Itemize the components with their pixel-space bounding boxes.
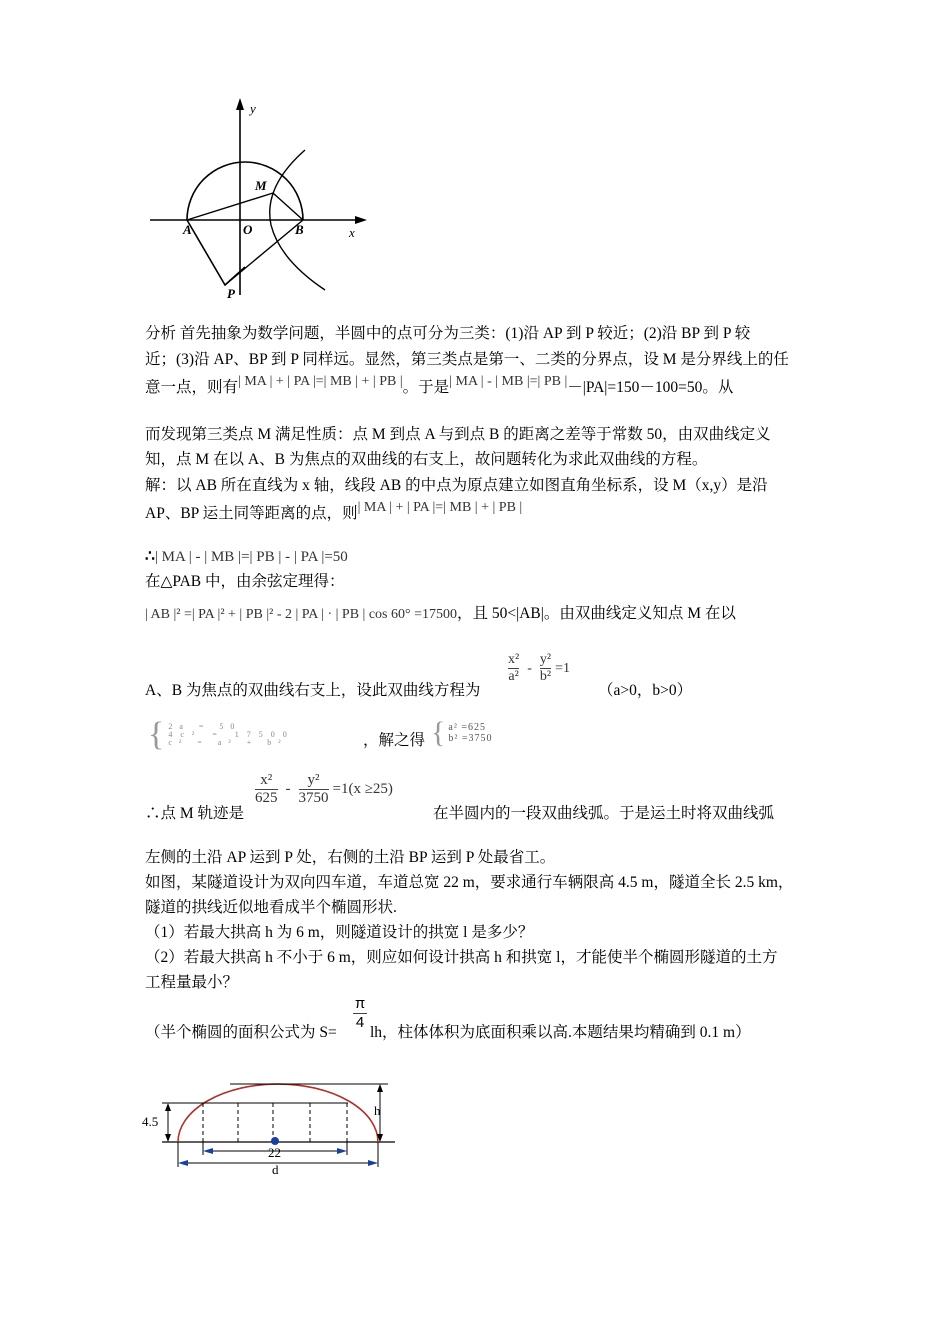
hyperbola-def-text: A、B 为焦点的双曲线右支上，设此双曲线方程为: [145, 682, 481, 699]
analysis-line-3c: －|PA|=150－100=50。从: [567, 379, 734, 396]
therefore-symbol: ∴: [145, 548, 155, 565]
tr-den-3750: 3750: [298, 790, 329, 806]
equation-diff-distances: | MA | - | MB |=| PB |: [449, 374, 568, 389]
analysis-line-3b: 。于是: [402, 379, 450, 396]
fig1-label-p: P: [227, 286, 235, 300]
equation-diff-50: | MA | - | MB |=| PB | - | PA |=50: [154, 549, 348, 565]
area-formula-b: lh，柱体体积为底面积乘以高.本题结果均精确到 0.1 m）: [370, 1024, 751, 1041]
analysis-line-3: [145, 374, 734, 400]
tunnel-question-2: （2）若最大拱高 h 不小于 6 m，则应如何设计拱高 h 和拱宽 l，才能使半个椭圆形隧道的土方: [145, 949, 778, 966]
analysis-line-5: 知，点 M 在以 A、B 为焦点的双曲线的右支上，故问题转化为求此双曲线的方程。: [145, 451, 708, 468]
solution-line-2a: AP、BP 运土同等距离的点，则: [145, 505, 358, 522]
width-d-label: d: [272, 1162, 279, 1175]
hyp-den-b: b²: [539, 669, 552, 684]
area-formula-a: （半个椭圆的面积公式为 S=: [145, 1024, 337, 1041]
tunnel-question-2-cont: 工程量最小？: [145, 974, 239, 991]
tr-num-y: y²: [307, 772, 320, 788]
solution-a-squared: a² =625: [448, 722, 486, 733]
cosine-law-line: [145, 603, 736, 626]
tr-den-625: 625: [255, 790, 278, 806]
hyp-rhs: =1: [555, 660, 570, 676]
solution-brace: {: [431, 716, 446, 749]
pi-denominator: 4: [355, 1014, 365, 1031]
trajectory-tail: 在半圆内的一段双曲线弧。于是运土时将双曲线弧: [433, 805, 775, 822]
tunnel-line-2: 隧道的拱线近似地看成半个椭圆形状.: [145, 899, 397, 916]
equation-equal-distance: | MA | + | PA |=| MB | + | PB |: [357, 500, 523, 515]
analysis-line-1: 分析 首先抽象为数学问题，半圆中的点可分为三类：(1)沿 AP 到 P 较近；(2)沿 BP 到 P 较: [145, 325, 751, 342]
fig1-label-x: x: [349, 225, 355, 240]
analysis-line-4: 而发现第三类点 M 满足性质：点 M 到点 A 与到点 B 的距离之差等于常数 50，由双曲线定义: [145, 426, 771, 443]
height-4-5-label: 4.5: [142, 1114, 159, 1129]
hyp-num-y: y²: [539, 652, 552, 667]
therefore-equation-line: [145, 546, 348, 568]
solution-line-1: 解：以 AB 所在直线为 x 轴，线段 AB 的中点为原点建立如图直角坐标系，设 M（x,y）是沿: [145, 477, 768, 494]
solution-system: [431, 718, 493, 748]
equation-system: [148, 718, 358, 752]
trajectory-equation: [255, 772, 393, 807]
tunnel-figure: [140, 1075, 400, 1175]
system-line-3: c² = a² + b²: [168, 738, 288, 747]
hyperbola-condition: （a>0，b>0）: [598, 682, 693, 699]
trajectory-text: ∴点 M 轨迹是: [145, 805, 245, 822]
system-line-1: 2a = 50: [168, 722, 242, 731]
conclusion-line: 左侧的土沿 AP 运到 P 处，右侧的土沿 BP 运到 P 处最省工。: [145, 849, 556, 866]
fig1-label-o: O: [243, 222, 253, 237]
height-h-label: h: [374, 1103, 381, 1118]
fig1-label-b: B: [295, 222, 304, 237]
pi-symbol: π: [354, 995, 366, 1012]
pi-over-4: [353, 995, 367, 1032]
system-line-2: 4c² = 17500: [168, 730, 295, 739]
solve-text: ，解之得: [363, 732, 426, 749]
hyp-minus: -: [527, 660, 532, 676]
tunnel-line-1: 如图，某隧道设计为双向四车道，车道总宽 22 m，要求通行车辆限高 4.5 m，隧道全长 2.5 km，: [145, 874, 794, 891]
cosine-law-tail: ，且 50<|AB|。由双曲线定义知点 M 在以: [457, 605, 736, 622]
tr-num-x: x²: [260, 772, 273, 788]
equation-sum-distances: | MA | + | PA |=| MB | + | PB |: [238, 374, 403, 389]
fig1-label-y: y: [250, 101, 256, 116]
solution-b-squared: b² =3750: [448, 733, 493, 744]
tr-rhs: =1(x ≥25): [332, 781, 393, 797]
analysis-line-2: 近；(3)沿 AP、BP 到 P 同样远。显然，第三类点是第一、二类的分界点，设 M 是分界线上的任: [145, 351, 789, 368]
fig1-label-m: M: [255, 178, 267, 193]
tunnel-question-1: （1）若最大拱高 h 为 6 m，则隧道设计的拱宽 l 是多少？: [145, 924, 534, 941]
hyperbola-equation: [508, 652, 570, 685]
hyp-den-a: a²: [508, 669, 519, 684]
tr-minus: -: [285, 781, 291, 797]
analysis-line-3a: 意一点，则有: [145, 379, 239, 396]
cosine-law-intro: 在△PAB 中，由余弦定理得：: [145, 573, 345, 590]
equation-cosine-law: | AB |² =| PA |² + | PB |² - 2 | PA | · | PB | cos 60° =17500: [145, 607, 457, 622]
hyp-num-x: x²: [508, 652, 520, 667]
system-brace: {: [148, 716, 165, 753]
fig1-label-a: A: [183, 222, 192, 237]
solution-line-2: [145, 500, 523, 526]
hyperbola-figure: [145, 95, 375, 300]
width-22-label: 22: [268, 1145, 281, 1160]
